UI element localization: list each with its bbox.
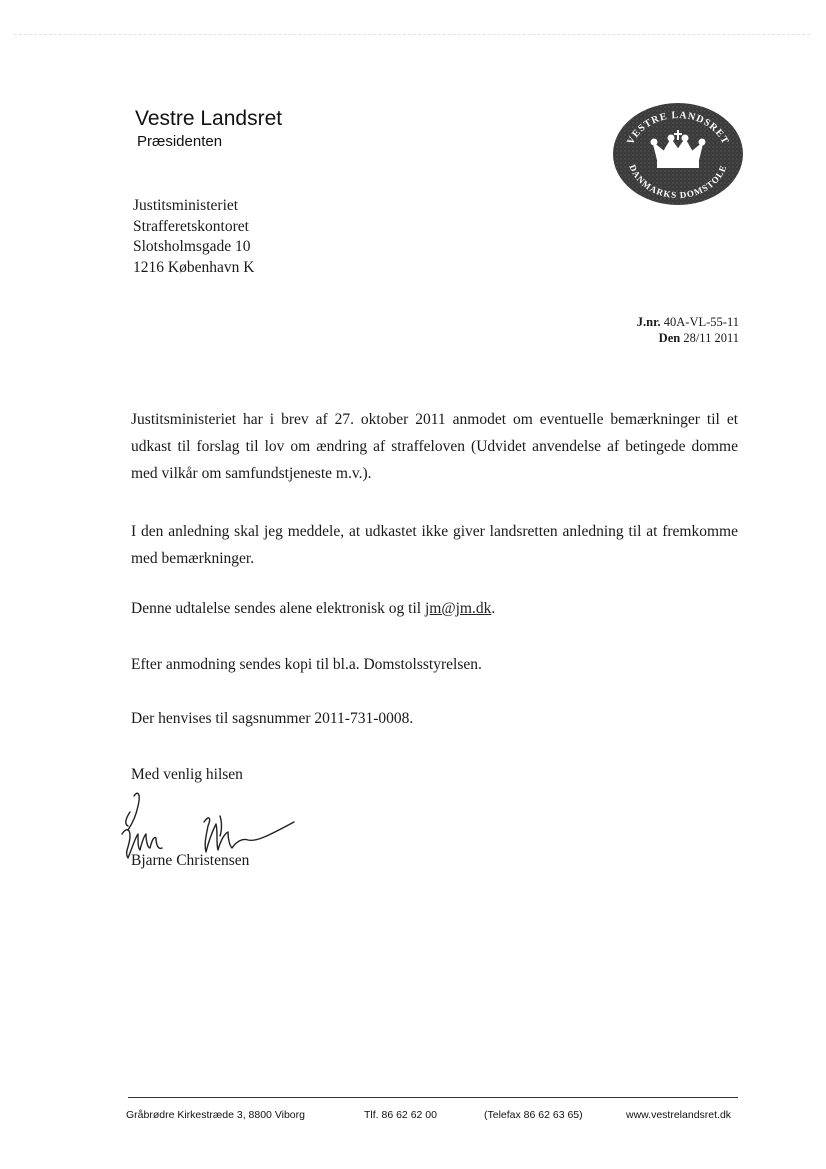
address-line: 1216 København K (133, 258, 255, 276)
body-paragraph (131, 600, 495, 618)
paragraph-text: . (491, 600, 496, 617)
address-line: Slotsholmsgade 10 (133, 238, 251, 255)
date-label: Den (658, 331, 681, 345)
closing-greeting: Med venlig hilsen (131, 766, 243, 783)
body-paragraph: Justitsministeriet har i brev af 27. oktober 2011 anmodet om eventuelle bemærkninger til et udkast til forslag til lov om ændring af straffeloven (Udvidet anvendelse af betingede domme med vilkår om samfundstjeneste m.v.). (131, 411, 738, 482)
address-line: Strafferetskontoret (133, 217, 249, 235)
footer-fax: (Telefax 86 62 63 65) (484, 1109, 583, 1121)
svg-text:VESTRE LANDSRET: VESTRE LANDSRET (625, 109, 731, 147)
footer-divider (128, 1097, 738, 1098)
paragraph-text: Denne udtalelse sendes alene elektronisk og til (131, 600, 425, 617)
reference-block (637, 314, 739, 346)
address-line: Justitsministeriet (133, 197, 239, 214)
body-paragraph: I den anledning skal jeg meddele, at udkastet ikke giver landsretten anledning til at fremkomme med bemærkninger. (131, 523, 738, 567)
jnr-value: 40A-VL-55-11 (663, 315, 739, 329)
date-value: 28/11 2011 (683, 331, 739, 345)
footer-website[interactable]: www.vestrelandsret.dk (626, 1109, 732, 1121)
body-paragraph: Efter anmodning sendes kopi til bl.a. Domstolsstyrelsen. (131, 656, 482, 673)
recipient-address (133, 196, 254, 278)
signer-name: Bjarne Christensen (131, 852, 250, 869)
jnr-label: J.nr. (636, 315, 661, 329)
scan-artifact-line (14, 34, 810, 35)
court-seal-icon (612, 102, 744, 206)
body-paragraph: Der henvises til sagsnummer 2011-731-0008. (131, 710, 414, 727)
footer-address: Gråbrødre Kirkestræde 3, 8800 Viborg (126, 1109, 305, 1121)
footer-phone: Tlf. 86 62 62 00 (364, 1109, 437, 1121)
email-link[interactable]: jm@jm.dk (424, 600, 492, 617)
org-name: Vestre Landsret (135, 107, 283, 130)
org-subtitle: Præsidenten (137, 133, 223, 150)
svg-text:DANMARKS DOMSTOLE: DANMARKS DOMSTOLE (627, 163, 729, 201)
